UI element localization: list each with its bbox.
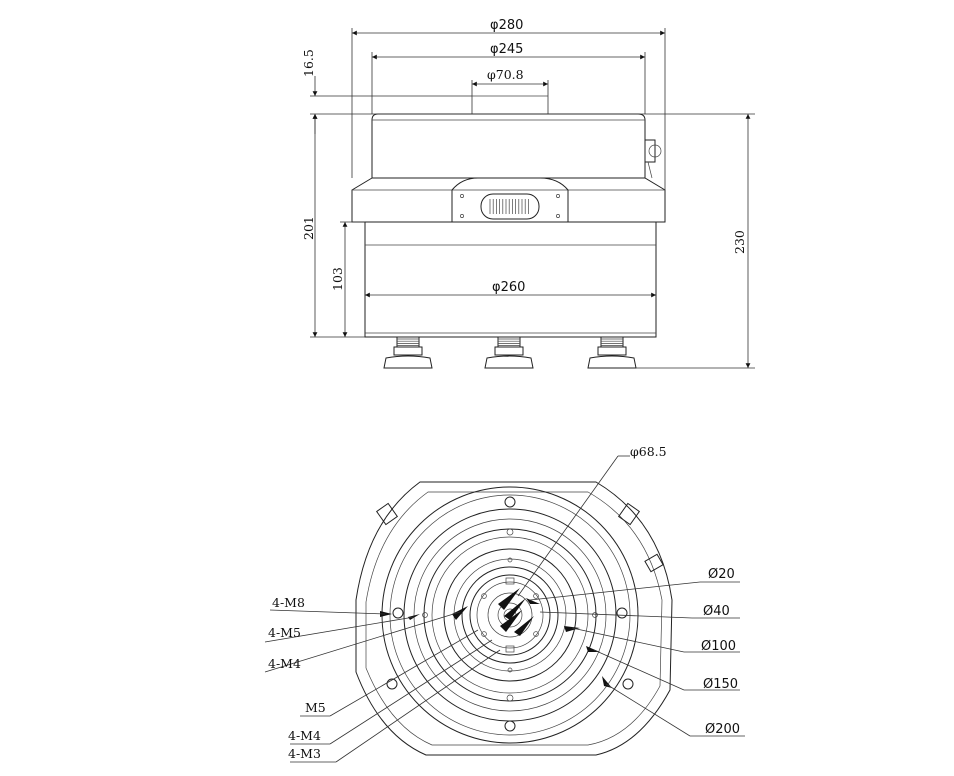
label-4-m4-a: 4-M4 — [268, 656, 301, 671]
dim-h16-5: 16.5 — [301, 49, 316, 77]
label-4-m5: 4-M5 — [268, 625, 301, 640]
label-d40: Ø40 — [703, 604, 730, 619]
dim-d280: φ280 — [490, 18, 524, 33]
label-d100: Ø100 — [701, 639, 737, 654]
leveling-foot — [384, 337, 432, 368]
feet — [384, 337, 636, 368]
top-cap-outline — [372, 114, 645, 178]
dim-d260: φ260 — [492, 280, 526, 295]
dim-h103: 103 — [330, 267, 345, 291]
label-d20: Ø20 — [708, 567, 735, 582]
label-4-m3: 4-M3 — [288, 746, 321, 761]
top-view — [265, 444, 745, 762]
front-view — [301, 18, 755, 368]
dim-d70-8: φ70.8 — [487, 67, 524, 82]
label-m5: M5 — [305, 700, 326, 715]
upper-flange — [352, 178, 665, 222]
front-window-panel — [452, 178, 568, 222]
leveling-foot — [588, 337, 636, 368]
leveling-foot — [485, 337, 533, 368]
led-window-grille — [490, 199, 528, 214]
label-4-m4-b: 4-M4 — [288, 728, 321, 743]
dim-h230: 230 — [732, 230, 747, 254]
dim-d245: φ245 — [490, 42, 524, 57]
label-4-m8: 4-M8 — [272, 595, 305, 610]
dim-h201: 201 — [301, 216, 316, 240]
label-d68-5: φ68.5 — [630, 444, 667, 459]
label-d150: Ø150 — [703, 677, 739, 692]
label-d200: Ø200 — [705, 722, 741, 737]
side-connector — [645, 140, 661, 178]
